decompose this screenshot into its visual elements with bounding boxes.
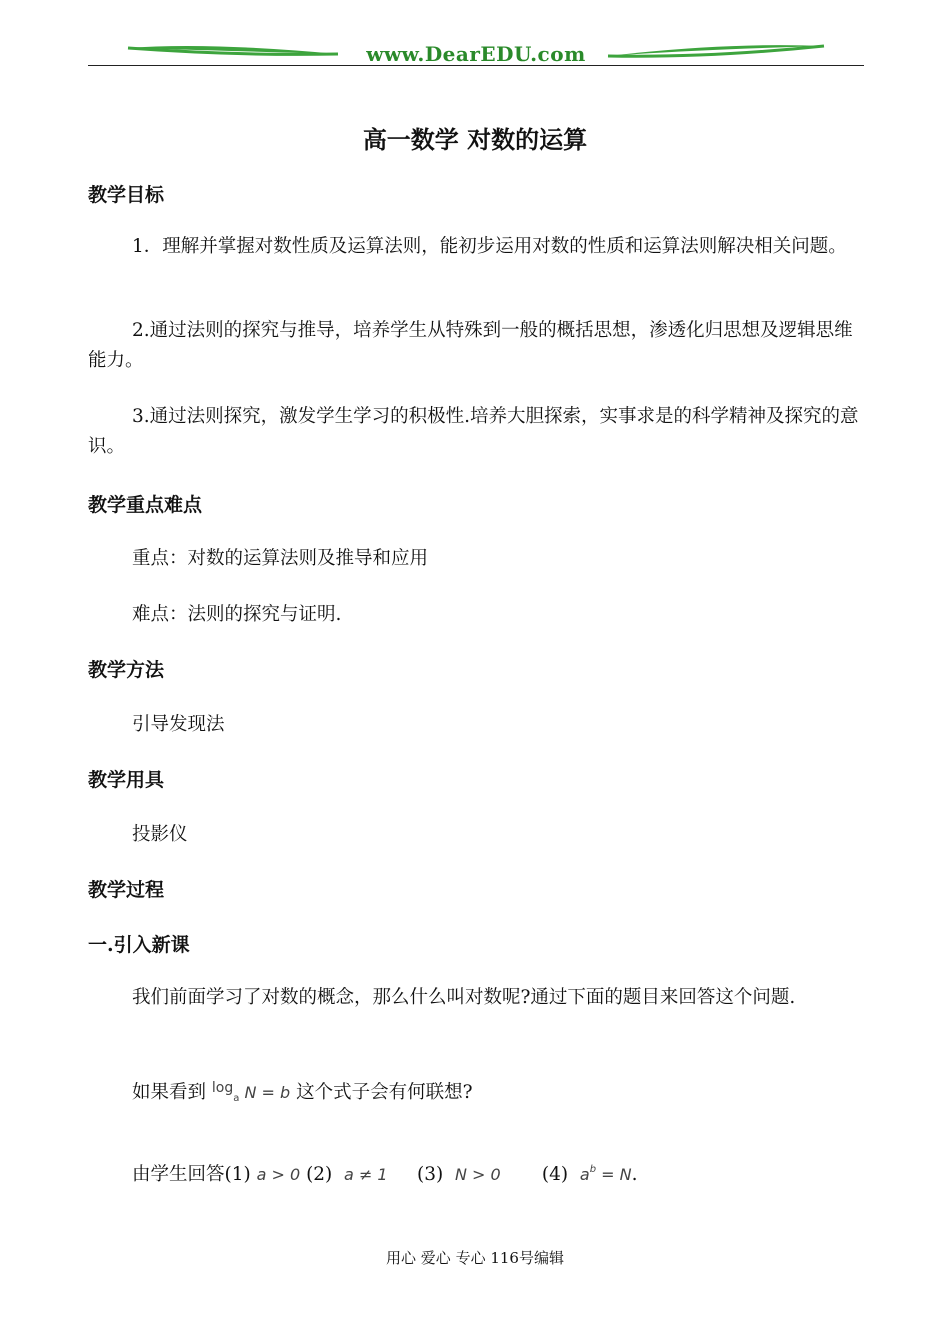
goal-3: 3.通过法则探究，激发学生学习的积极性.培养大胆探索，实事求是的科学精神及探究的意识。 — [88, 406, 859, 457]
end-mark: . — [631, 1164, 638, 1185]
goals-heading: 教学目标 — [88, 184, 165, 206]
answer-3: N > 0 — [455, 1165, 501, 1184]
process-heading: 教学过程 — [88, 879, 165, 901]
question-prefix: 如果看到 — [132, 1082, 207, 1103]
log-formula: $\log_a N = b$ — [211, 1080, 291, 1104]
question-line — [132, 1078, 473, 1104]
answer-2: a ≠ 1 — [344, 1165, 388, 1184]
key-heading: 教学重点难点 — [88, 494, 203, 516]
answer-label-4: (4) — [541, 1164, 569, 1185]
answers-prefix: 由学生回答(1) — [132, 1164, 251, 1185]
answer-1: a > 0 — [256, 1165, 301, 1184]
goal-2: 2.通过法则的探究与推导，培养学生从特殊到一般的概括思想，渗透化归思想及逻辑思维能力。 — [88, 320, 853, 371]
answer-label-3: (3) — [417, 1164, 444, 1185]
intro-heading: 一.引入新课 — [88, 934, 190, 956]
intro-paragraph: 我们前面学习了对数的概念，那么什么叫对数呢?通过下面的题目来回答这个问题. — [132, 987, 796, 1008]
brand-logo: www.DearEDU.com — [366, 42, 586, 66]
goal-1: 1．理解并掌握对数性质及运算法则，能初步运用对数的性质和运算法则解决相关问题。 — [132, 236, 847, 257]
question-suffix: 这个式子会有何联想? — [296, 1082, 473, 1103]
header-rule — [88, 65, 864, 66]
method-heading: 教学方法 — [88, 659, 165, 681]
tools-heading: 教学用具 — [88, 769, 165, 791]
page-footer: 用心 爱心 专心 116号编辑 — [386, 1249, 564, 1267]
key-point: 重点：对数的运算法则及推导和应用 — [132, 548, 429, 569]
method-text: 引导发现法 — [132, 714, 225, 735]
header-banner — [88, 36, 864, 72]
page-title: 高一数学 对数的运算 — [362, 125, 588, 154]
answer-label-2: (2) — [306, 1164, 333, 1185]
tools-text: 投影仪 — [132, 824, 188, 845]
answers-line — [132, 1160, 638, 1186]
difficulty: 难点：法则的探究与证明. — [132, 604, 342, 625]
answer-4: $a^b = N$ — [579, 1164, 632, 1184]
